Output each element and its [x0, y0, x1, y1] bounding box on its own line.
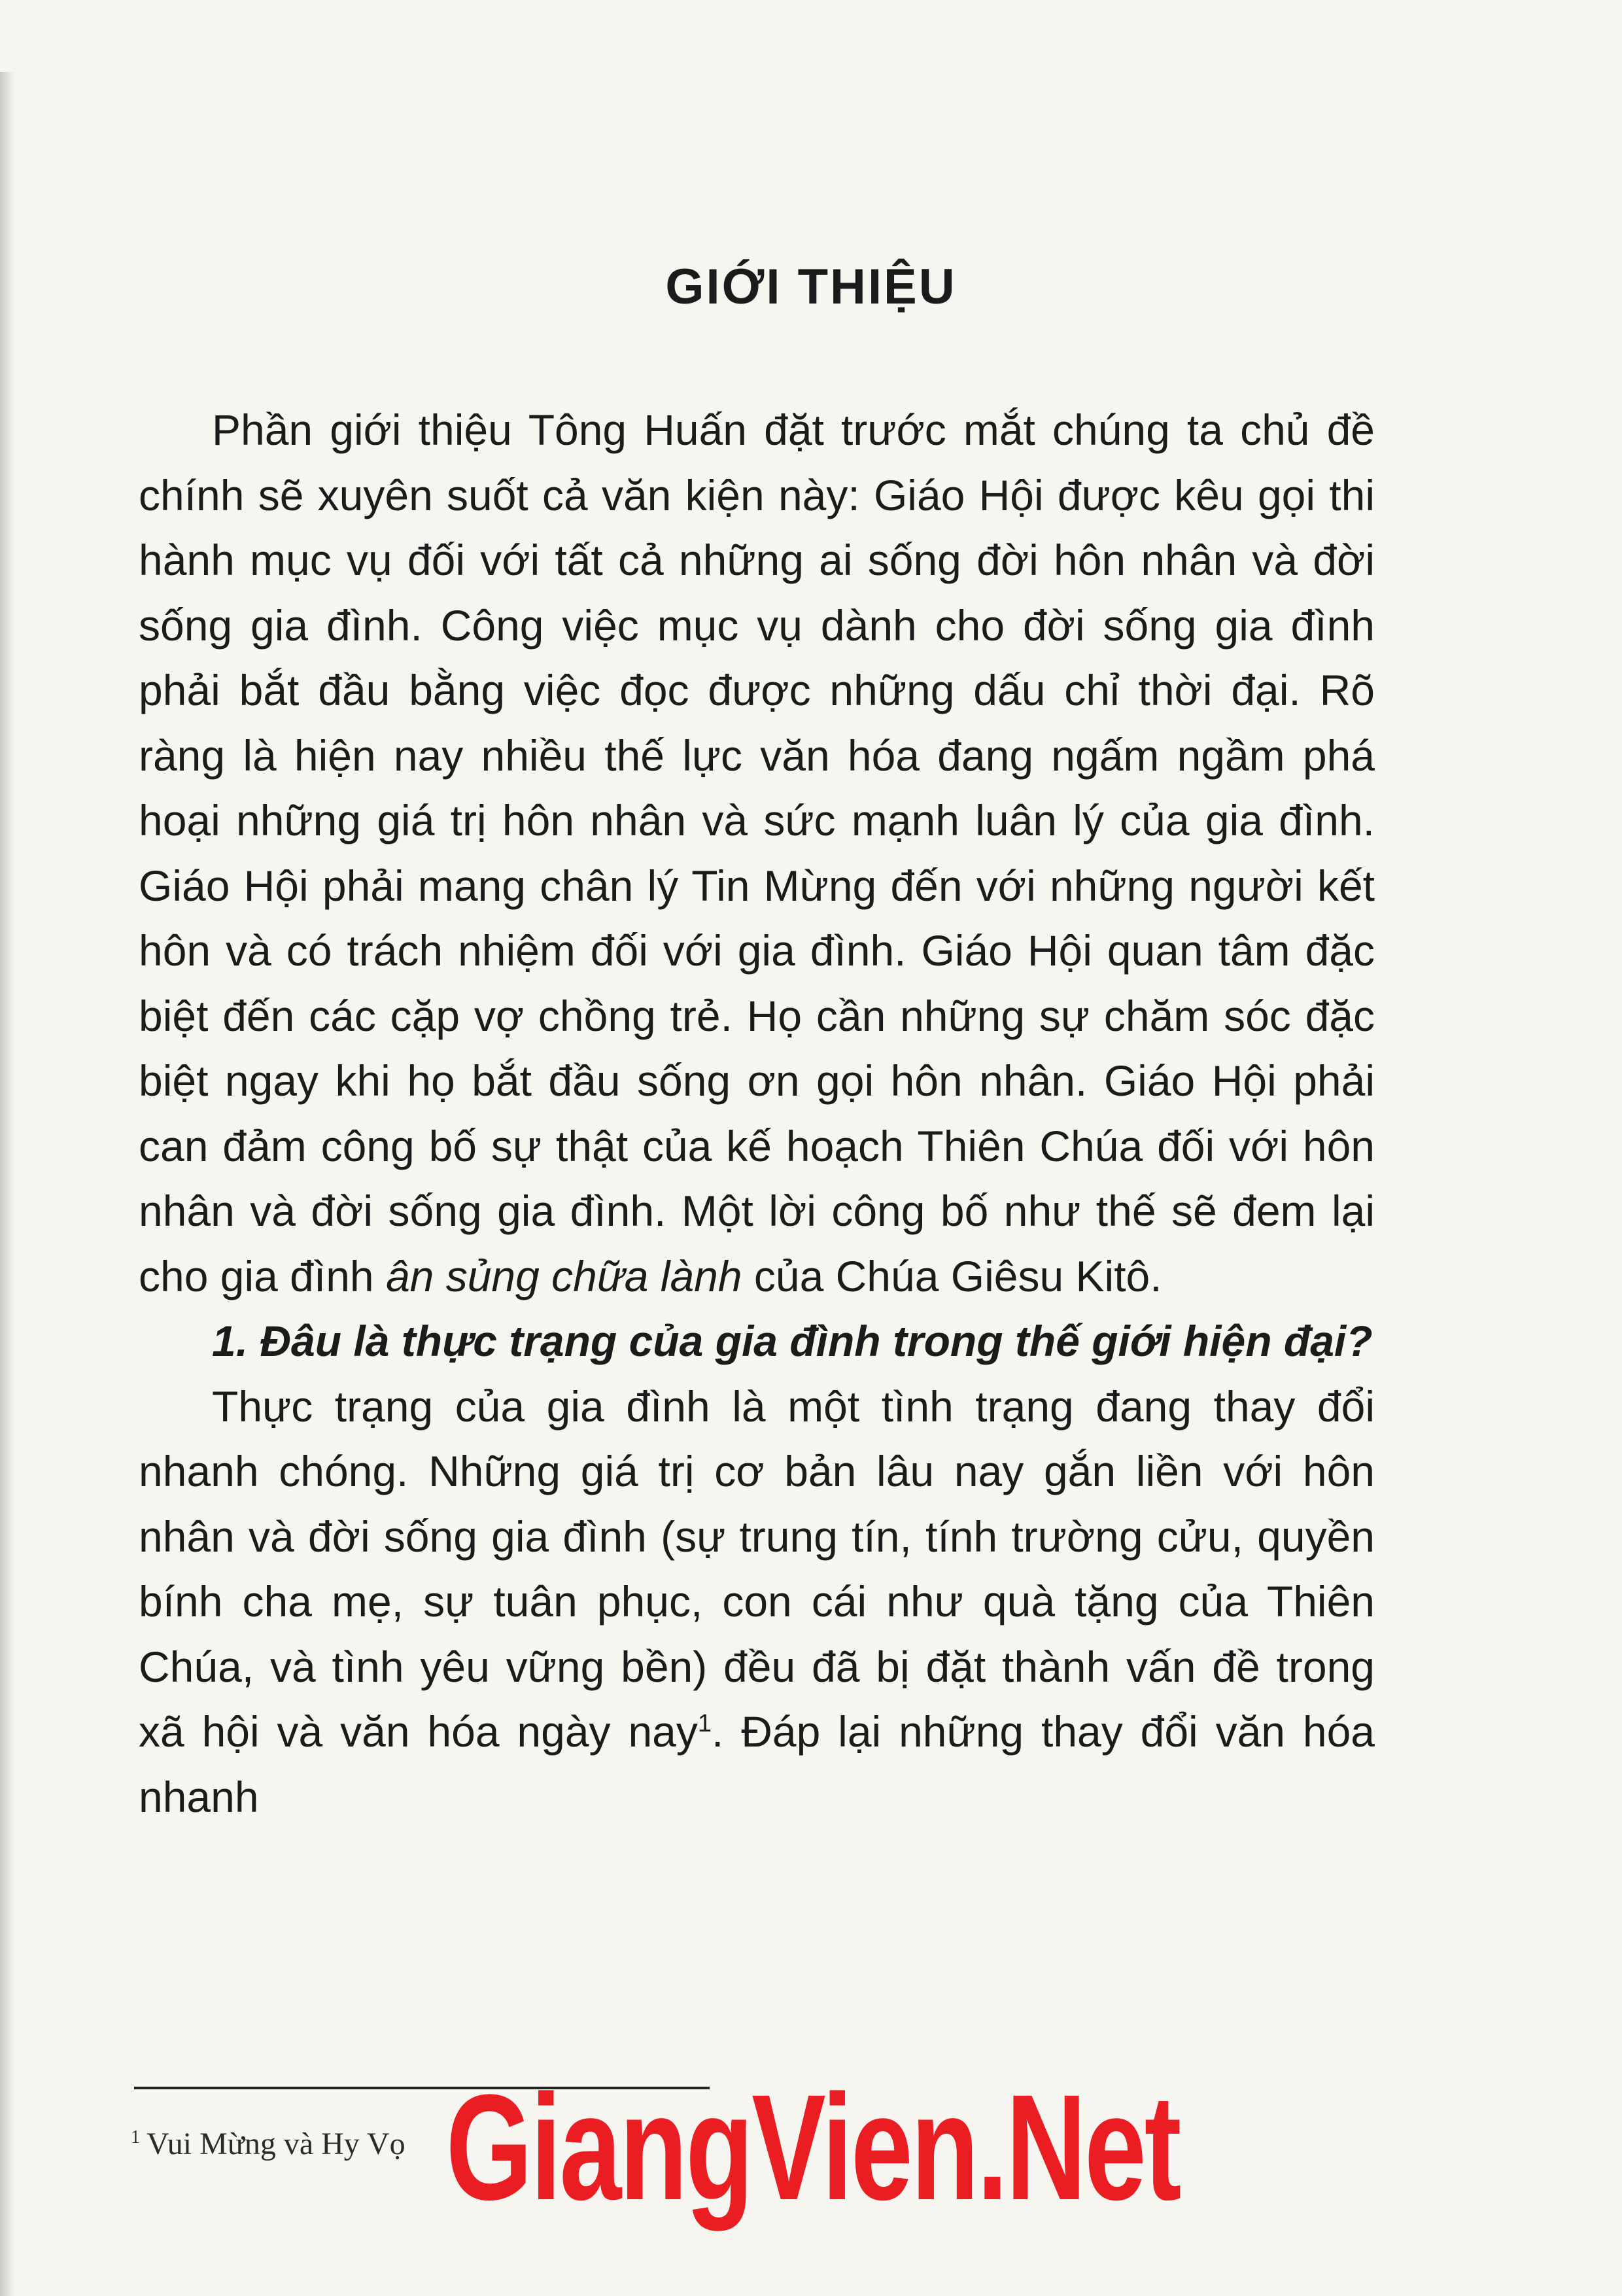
- page-edge-shadow: [0, 72, 17, 2296]
- section-paragraph: [139, 1374, 1375, 1830]
- page-title: GIỚI THIỆU: [665, 259, 957, 315]
- footnote-text: Vui Mừng và Hy Vọ: [147, 2127, 406, 2161]
- intro-italic: ân sủng chữa lành: [385, 1251, 742, 1300]
- section-heading: 1. Đâu là thực trạng của gia đình trong thế giới hiện đại?: [212, 1317, 1373, 1365]
- intro-tail: của Chúa Giêsu Kitô.: [753, 1251, 1162, 1300]
- intro-text: Phần giới thiệu Tông Huấn đặt trước mắt chúng ta chủ đề chính sẽ xuyên suốt cả văn kiện này: Giáo Hội được kêu gọi thi hành mục vụ đối với tất cả những ai sống đời hôn nhân và đời sống gia đình. Công việc mục vụ dành cho đời sống gia đình phải bắt đầu bằng việc đọc được những dấu chỉ thời đại. Rõ ràng là hiện nay nhiều thế lực văn hóa đang ngấm ngầm phá hoại những giá trị hôn nhân và sức mạnh luân lý của gia đình. Giáo Hội phải mang chân lý Tin Mừng đến với những người kết hôn và có trách nhiệm đối với gia đình. Giáo Hội quan tâm đặc biệt đến các cặp vợ chồng trẻ. Họ cần những sự chăm sóc đặc biệt ngay khi họ bắt đầu sống ơn gọi hôn nhân. Giáo Hội phải can đảm công bố sự thật của kế hoạch Thiên Chúa đối với hôn nhân và đời sống gia đình. Một lời công bố như thế sẽ đem lại cho gia đình: [139, 406, 1375, 1300]
- section-text: Thực trạng của gia đình là một tình trạng đang thay đổi nhanh chóng. Những giá trị cơ bản lâu nay gắn liền với hôn nhân và đời sống gia đình (sự trung tín, tính trường cửu, quyền bính cha mẹ, sự tuân phục, con cái như quà tặng của Thiên Chúa, và tình yêu vững bền) đều đã bị đặt thành vấn đề trong xã hội và văn hóa ngày nay: [139, 1382, 1375, 1756]
- body-text: [139, 398, 1375, 1830]
- footnote-marker: 1: [131, 2127, 140, 2148]
- watermark-logo: GiangVien.Net: [445, 2063, 1180, 2231]
- footnote-reference: 1: [697, 1710, 712, 1737]
- section-tail: . Đáp lại những thay đổi văn hóa nhanh: [139, 1707, 1375, 1821]
- intro-paragraph: [139, 398, 1375, 1309]
